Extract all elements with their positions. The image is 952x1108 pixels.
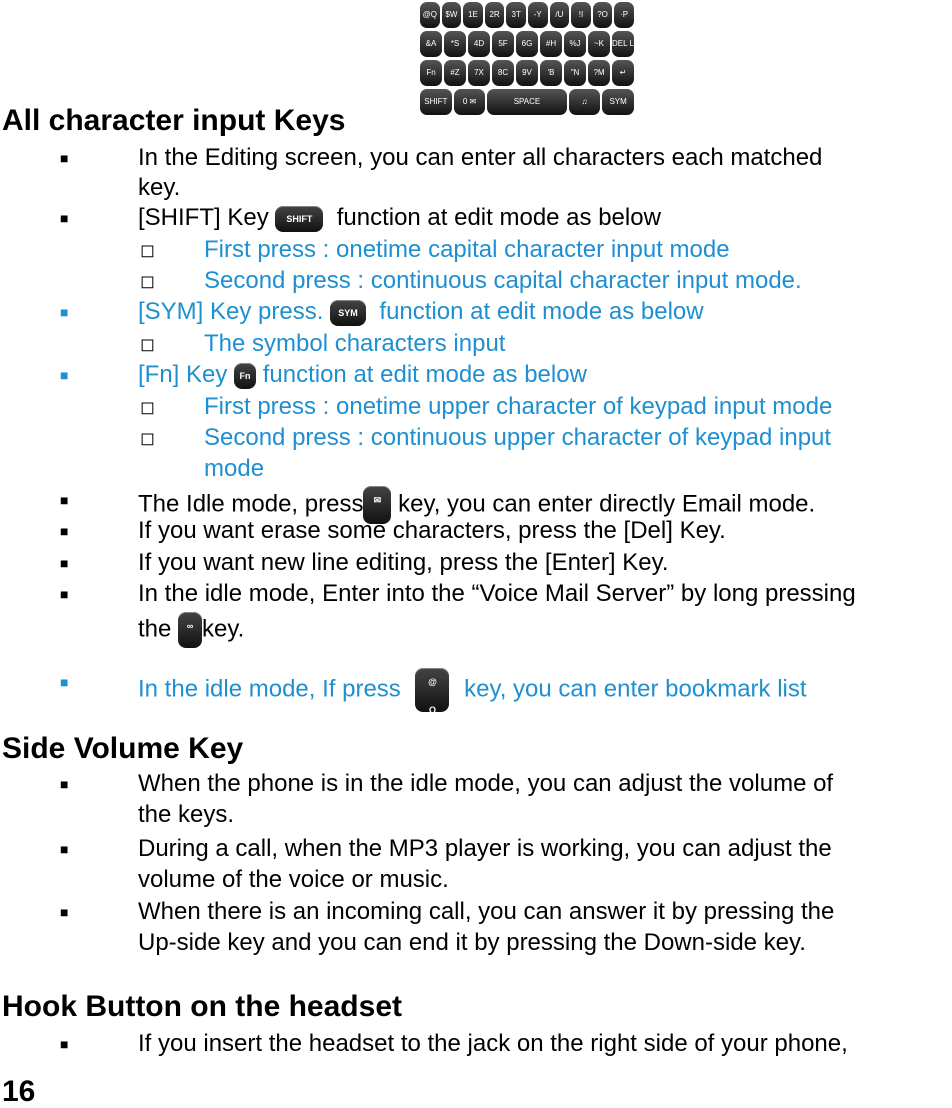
bullet-text: In the Editing screen, you can enter all characters each matched	[138, 144, 823, 171]
keyboard-key: 9V	[516, 60, 538, 86]
bullet-text: [SHIFT] Key	[138, 204, 269, 231]
keyboard-key: ↵	[612, 60, 634, 86]
sub-bullet-text: The symbol characters input	[204, 330, 506, 357]
keyboard-key: 5F	[492, 31, 514, 57]
bullet-text: [Fn] Key	[138, 361, 228, 388]
keyboard-key: &A	[420, 31, 442, 57]
bullet-text: the keys.	[138, 801, 235, 828]
bullet: ■	[60, 1036, 69, 1052]
bullet: ■	[60, 367, 69, 383]
bullet-text: function at edit mode as below	[379, 298, 704, 325]
fn-key-line	[138, 361, 587, 389]
keyboard-key: 4D	[468, 31, 490, 57]
bullet-text: In the idle mode, Enter into the “Voice Mail Server” by long pressing	[138, 580, 856, 607]
at-q-key-icon: @ Q	[415, 668, 449, 712]
keyboard-key: SYM	[602, 89, 634, 115]
sub-bullet-text: Second press : continuous capital character input mode.	[204, 267, 802, 294]
bullet: ■	[60, 304, 69, 320]
keyboard-key: ?O	[593, 2, 613, 28]
bullet: ■	[60, 586, 69, 602]
bullet-text: key, you can enter bookmark list	[464, 675, 807, 703]
bullet: ■	[60, 523, 69, 539]
keyboard-image	[420, 2, 634, 130]
keyboard-key: %J	[564, 31, 586, 57]
keyboard-key: ?M	[588, 60, 610, 86]
keyboard-key: 'B	[540, 60, 562, 86]
sub-bullet-text: Second press : continuous upper character of keypad input	[204, 424, 832, 451]
bullet-text: In the idle mode, If press	[138, 675, 401, 703]
keyboard-key: /U	[550, 2, 570, 28]
bullet-text: Up-side key and you can end it by pressing the Down-side key.	[138, 929, 806, 956]
section-heading-input-keys: All character input Keys	[2, 104, 346, 137]
bullet-text: If you want new line editing, press the [Enter] Key.	[138, 549, 669, 576]
bullet-text: key.	[202, 615, 245, 643]
bullet: ■	[60, 555, 69, 571]
sub-bullet: ◻	[140, 240, 155, 260]
keyboard-key: SPACE	[487, 89, 566, 115]
shift-key-line	[138, 204, 661, 232]
keyboard-key: 8C	[492, 60, 514, 86]
keyboard-key: *S	[444, 31, 466, 57]
bullet-text: function at edit mode as below	[262, 361, 587, 388]
voicemail-key-line	[138, 612, 244, 648]
bullet-text: volume of the voice or music.	[138, 866, 449, 893]
bullet-text: When there is an incoming call, you can answer it by pressing the	[138, 898, 835, 925]
bullet-text: During a call, when the MP3 player is working, you can adjust the	[138, 835, 832, 862]
keyboard-key: "N	[564, 60, 586, 86]
keyboard-key: 3T	[506, 2, 526, 28]
bookmark-key-line	[138, 668, 807, 715]
sub-bullet-text: First press : onetime upper character of keypad input mode	[204, 393, 833, 420]
sub-bullet-text: First press : onetime capital character input mode	[204, 236, 730, 263]
bullet-text: function at edit mode as below	[336, 204, 661, 231]
bullet: ■	[60, 150, 69, 166]
keyboard-key: 0 ✉	[454, 89, 486, 115]
fn-key-icon: Fn	[234, 363, 256, 389]
bullet-text: The Idle mode, press	[138, 490, 364, 518]
keyboard-key: -Y	[528, 2, 548, 28]
voicemail-key-icon: ∞	[178, 612, 202, 648]
shift-key-icon: SHIFT	[275, 206, 323, 232]
bullet-text: [SYM] Key press.	[138, 298, 324, 325]
keyboard-key: #Z	[444, 60, 466, 86]
bullet: ■	[60, 776, 69, 792]
keyboard-key: $W	[442, 2, 462, 28]
keyboard-key: ♫	[569, 89, 601, 115]
keyboard-key: 2R	[485, 2, 505, 28]
sub-bullet: ◻	[140, 271, 155, 291]
keyboard-key: @Q	[420, 2, 440, 28]
sub-bullet: ◻	[140, 397, 155, 417]
section-heading-hook-button: Hook Button on the headset	[2, 990, 402, 1023]
sym-key-line	[138, 298, 704, 326]
sym-key-icon: SYM	[330, 300, 366, 326]
section-heading-volume-key: Side Volume Key	[2, 732, 244, 765]
keyboard-key: #H	[540, 31, 562, 57]
bullet-text: key.	[138, 174, 181, 201]
page-number: 16	[2, 1075, 36, 1108]
keyboard-key: ·P	[614, 2, 634, 28]
email-key-icon: ✉	[363, 486, 391, 524]
bullet: ■	[60, 492, 69, 508]
sub-bullet-text: mode	[204, 455, 265, 482]
bullet: ■	[60, 904, 69, 920]
keyboard-key: 1E	[463, 2, 483, 28]
sub-bullet: ◻	[140, 428, 155, 448]
bullet: ■	[60, 841, 69, 857]
keyboard-key: !I	[571, 2, 591, 28]
bullet-text: When the phone is in the idle mode, you can adjust the volume of	[138, 770, 834, 797]
keyboard-key: 7X	[468, 60, 490, 86]
sub-bullet: ◻	[140, 334, 155, 354]
bullet: ■	[60, 674, 69, 690]
keyboard-key: DEL L	[612, 31, 634, 57]
bullet-text: key, you can enter directly Email mode.	[398, 490, 816, 518]
keyboard-key: 6G	[516, 31, 538, 57]
keyboard-key: ~K	[588, 31, 610, 57]
keyboard-key: SHIFT	[420, 89, 452, 115]
bullet-text: the	[138, 615, 172, 643]
bullet: ■	[60, 210, 69, 226]
keyboard-key: Fn	[420, 60, 442, 86]
bullet-text: If you insert the headset to the jack on the right side of your phone,	[138, 1030, 848, 1057]
bullet-text: If you want erase some characters, press the [Del] Key.	[138, 517, 726, 544]
